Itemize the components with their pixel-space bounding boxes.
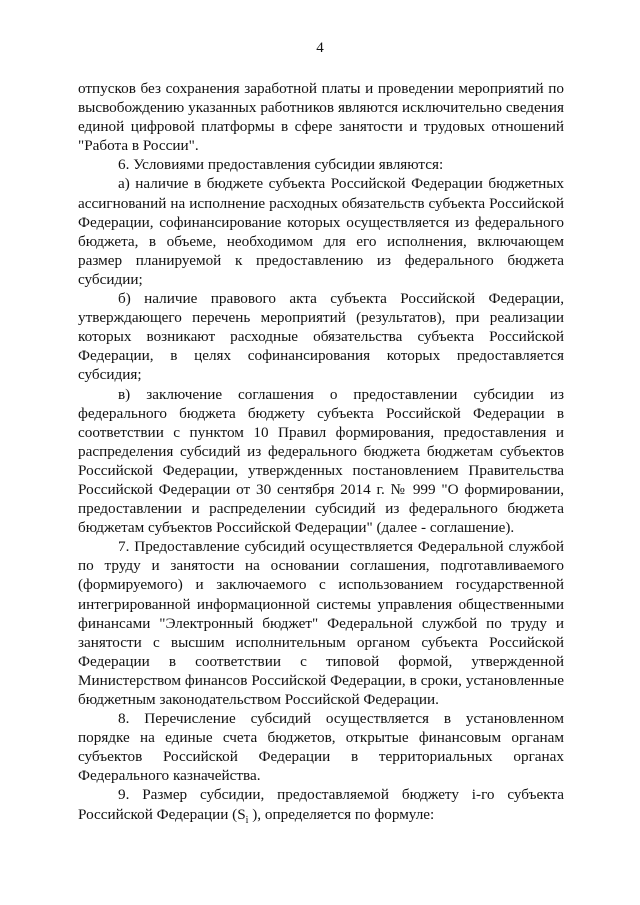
paragraph-item-6b: б) наличие правового акта субъекта Российской Федерации, утверждающего перечень мероприятий (результатов), при реализации которых возникают расходные обязательства субъекта Российской Федерации, в целях софинансирования которых предоставляется субсидия;: [78, 290, 564, 384]
paragraph-item-9: [78, 785, 564, 826]
paragraph-item-9-tail: ), определяется по формуле:: [248, 805, 435, 823]
paragraph-continuation: отпусков без сохранения заработной платы и проведении мероприятий по высвобождению указанных работников являются исключительно сведения единой цифровой платформы в сфере занятости и трудовых отношений "Работа в России".: [78, 80, 564, 155]
paragraph-item-7: 7. Предоставление субсидий осуществляется Федеральной службой по труду и занятости на основании соглашения, подготавливаемого (формируемого) и заключаемого с использованием государственной интегрированной информационной системы управления общественными финансами "Электронный бюджет" Федеральной службой по труду и занятости с высшим исполнительным органом субъекта Российской Федерации в соответствии с типовой формой, утвержденной Министерством финансов Российской Федерации, в сроки, установленные бюджетным законодательством Российской Федерации.: [78, 538, 564, 708]
paragraph-item-8: 8. Перечисление субсидий осуществляется в установленном порядке на единые счета бюджетов, открытые финансовым органам субъектов Российской Федерации в территориальных органах Федерального казначейства.: [78, 710, 564, 785]
paragraph-item-6a: а) наличие в бюджете субъекта Российской Федерации бюджетных ассигнований на исполнение расходных обязательств субъекта Российской Федерации, софинансирование которых осуществляется из федерального бюджета, в объеме, необходимом для его исполнения, включающем размер планируемой к предоставлению из федерального бюджета субсидии;: [78, 175, 564, 288]
paragraph-item-6: 6. Условиями предоставления субсидии являются:: [118, 156, 444, 174]
paragraph-item-9-text: 9. Размер субсидии, предоставляемой бюджету i-го субъекта Российской Федерации (S: [78, 786, 564, 823]
paragraph-item-6v: в) заключение соглашения о предоставлении субсидии из федерального бюджета бюджету субъекта Российской Федерации в соответствии с пунктом 10 Правил формирования, предоставления и распределения субсидий из федерального бюджета бюджетам субъектов Российской Федерации, утвержденных постановлением Правительства Российской Федерации от 30 сентября 2014 г. № 999 "О формировании, предоставлении и распределении субсидий из федерального бюджета бюджетам субъектов Российской Федерации" (далее - соглашение).: [78, 385, 564, 537]
subsidy-subscript: i: [245, 814, 249, 826]
document-body: [78, 79, 564, 824]
page-number: 4: [316, 40, 324, 56]
